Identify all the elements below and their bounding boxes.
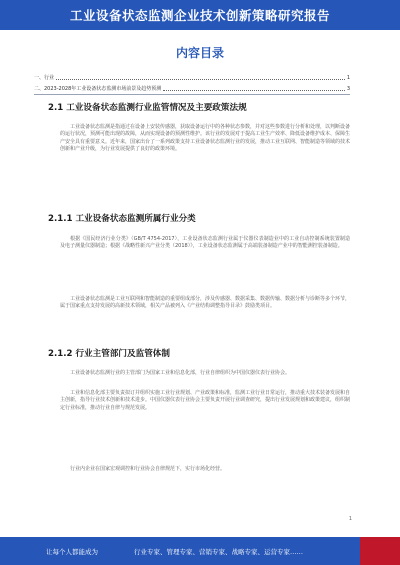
subsection-heading: 2.1.2 行业主管部门及监管体制: [48, 349, 170, 359]
paragraph: 工业设备状态监测是指通过在设备上安装传感器，获取设备运行中的各种状态参数，并对这些参数进行分析和处理，以判断设备的运行状况，预测可能出现的故障，从而实现设备的预测性维护。该行业的发展对于提高工业生产效率、降低设备维护成本、保障生产安全具有重要意义。近年来，国家出台了一系列政策支持工业设备状态监测行业的发展，推动工业互联网、智能制造等领域的技术创新和产业升级，为行业发展提供了良好的政策环境。: [60, 124, 351, 153]
header-banner: [0, 0, 400, 30]
paragraph: 行业内企业在国家宏观调控和行业协会自律规范下，实行市场化经营。: [70, 466, 226, 472]
paragraph: 工业设备状态监测行业的主管部门为国家工业和信息化部，行业自律组织为中国仪器仪表行业协会。: [70, 370, 291, 376]
paragraph: 工业和信息化部主要负责拟订并组织实施工业行业规划、产业政策和标准，监测工业行业日常运行，推动重大技术装备发展和自主创新，指导行业技术创新和技术进步。中国仪器仪表行业协会主要负责开展行业调查研究，提出行业发展规划和政策建议，组织制定行业标准，推动行业自律与规范发展。: [60, 390, 351, 411]
toc-entry-label: 一、行业: [34, 75, 55, 81]
footer-accent-block: [360, 537, 400, 565]
footer-banner: [0, 537, 400, 565]
paragraph: 工业设备状态监测是工业互联网和智能制造的重要组成部分，涉及传感器、数据采集、数据传输、数据分析与诊断等多个环节，属于国家重点支持发展的高新技术领域，相关产品被列入《产业结构调整指导目录》鼓励类项目。: [60, 296, 351, 310]
toc-entry-page: 3: [346, 86, 350, 92]
page-number: 1: [348, 516, 352, 522]
paragraph: 根据《国民经济行业分类》（GB/T 4754-2017），工业设备状态监测行业属于仪器仪表制造业中的工业自动控制系统装置制造及电子测量仪器制造；根据《战略性新兴产业分类（2018）》，工业设备状态监测属于高端装备制造产业中的智能测控装备制造。: [60, 236, 350, 250]
toc-entry-page: 1: [346, 75, 350, 81]
toc-leader-dots: [56, 79, 345, 80]
section-heading: 2.1 工业设备状态监测行业监管情况及主要政策法规: [48, 103, 247, 113]
toc-title: 内容目录: [175, 46, 224, 60]
footer-slogan: 让每个人都能成为: [46, 548, 98, 556]
toc-entry[interactable]: [34, 74, 350, 81]
toc-divider: [34, 94, 350, 95]
toc-entry[interactable]: [34, 85, 350, 92]
toc-entry-label: 二、2023-2028年工业设备状态监测市场前景及趋势预测: [34, 86, 162, 92]
report-title: 工业设备状态监测企业技术创新策略研究报告: [69, 8, 330, 23]
subsection-heading: 2.1.1 工业设备状态监测所属行业分类: [48, 214, 196, 224]
toc-leader-dots: [163, 90, 345, 91]
footer-expert-list: 行业专家、管理专家、营销专家、战略专家、运营专家……: [134, 548, 303, 556]
